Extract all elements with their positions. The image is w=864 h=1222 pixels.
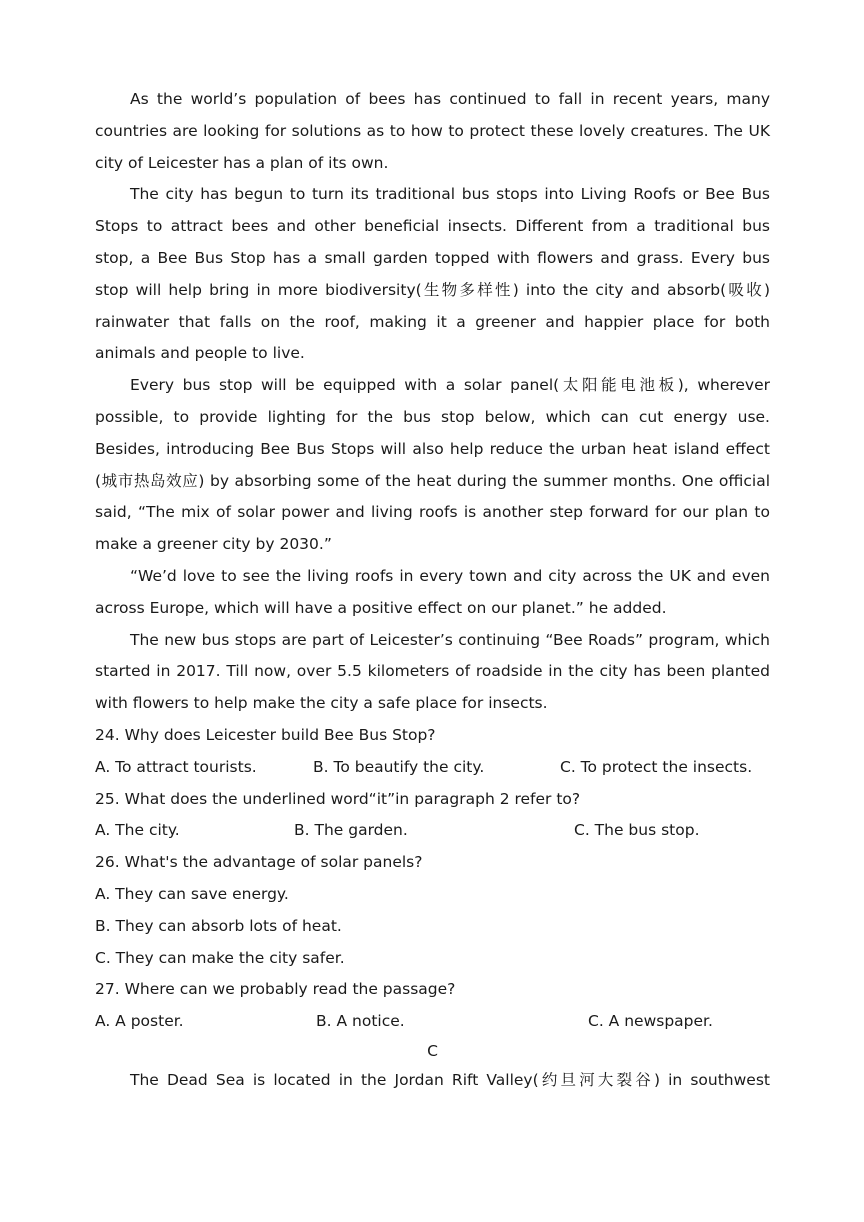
question-26-stem: 26. What's the advantage of solar panels? — [95, 853, 423, 872]
section-c-heading: C — [427, 1041, 438, 1060]
question-24-option-b: B. To beautify the city. — [313, 757, 485, 776]
question-25-options — [95, 815, 770, 847]
question-24-options — [95, 752, 770, 784]
question-24-option-a: A. To attract tourists. — [95, 757, 257, 776]
question-27-option-b: B. A notice. — [316, 1012, 405, 1031]
question-26-option-a: A. They can save energy. — [95, 884, 289, 903]
passage-paragraph-3: Every bus stop will be equipped with a solar panel(太阳能电池板), wherever possible, to provide lighting for the bus stop below, which can cut energy use. Besides, introducing Bee Bus Stops will also help reduce the urban heat island effect (城市热岛效应) by absorbing some of the heat during the summer months. One official said, “The mix of solar power and living roofs is another step forward for our plan to make a greener city by 2030.” — [95, 376, 770, 554]
question-27-option-c: C. A newspaper. — [588, 1012, 713, 1031]
question-25-option-b: B. The garden. — [294, 821, 408, 840]
question-24-stem: 24. Why does Leicester build Bee Bus Stop? — [95, 725, 436, 744]
section-c-first-line: The Dead Sea is located in the Jordan Rift Valley(约旦河大裂谷) in southwest — [130, 1070, 770, 1089]
passage-paragraph-4: “We’d love to see the living roofs in every town and city across the UK and even across Europe, which will have a positive effect on our planet.” he added. — [95, 566, 770, 617]
question-27-option-a: A. A poster. — [95, 1012, 184, 1031]
question-24-option-c: C. To protect the insects. — [560, 757, 753, 776]
question-25-option-a: A. The city. — [95, 821, 180, 840]
passage-paragraph-5: The new bus stops are part of Leicester’s continuing “Bee Roads” program, which started in 2017. Till now, over 5.5 kilometers of roadside in the city has been planted with flowers to help make the city a safe place for insects. — [95, 630, 770, 713]
question-27-stem: 27. Where can we probably read the passage? — [95, 980, 456, 999]
question-26-option-b: B. They can absorb lots of heat. — [95, 916, 342, 935]
document-page — [95, 84, 770, 1097]
question-26-option-c: C. They can make the city safer. — [95, 948, 345, 967]
question-25-stem: 25. What does the underlined word“it”in paragraph 2 refer to? — [95, 789, 581, 808]
question-27-options — [95, 1006, 770, 1038]
question-25-option-c: C. The bus stop. — [574, 821, 700, 840]
passage-paragraph-2: The city has begun to turn its traditional bus stops into Living Roofs or Bee Bus Stops to attract bees and other beneficial insects. Different from a traditional bus stop, a Bee Bus Stop has a small garden topped with flowers and grass. Every bus stop will help bring in more biodiversity(生物多样性) into the city and absorb(吸收) rainwater that falls on the roof, making it a greener and happier place for both animals and people to live. — [95, 185, 770, 363]
passage-paragraph-1: As the world’s population of bees has continued to fall in recent years, many countries are looking for solutions as to how to protect these lovely creatures. The UK city of Leicester has a plan of its own. — [95, 90, 770, 172]
